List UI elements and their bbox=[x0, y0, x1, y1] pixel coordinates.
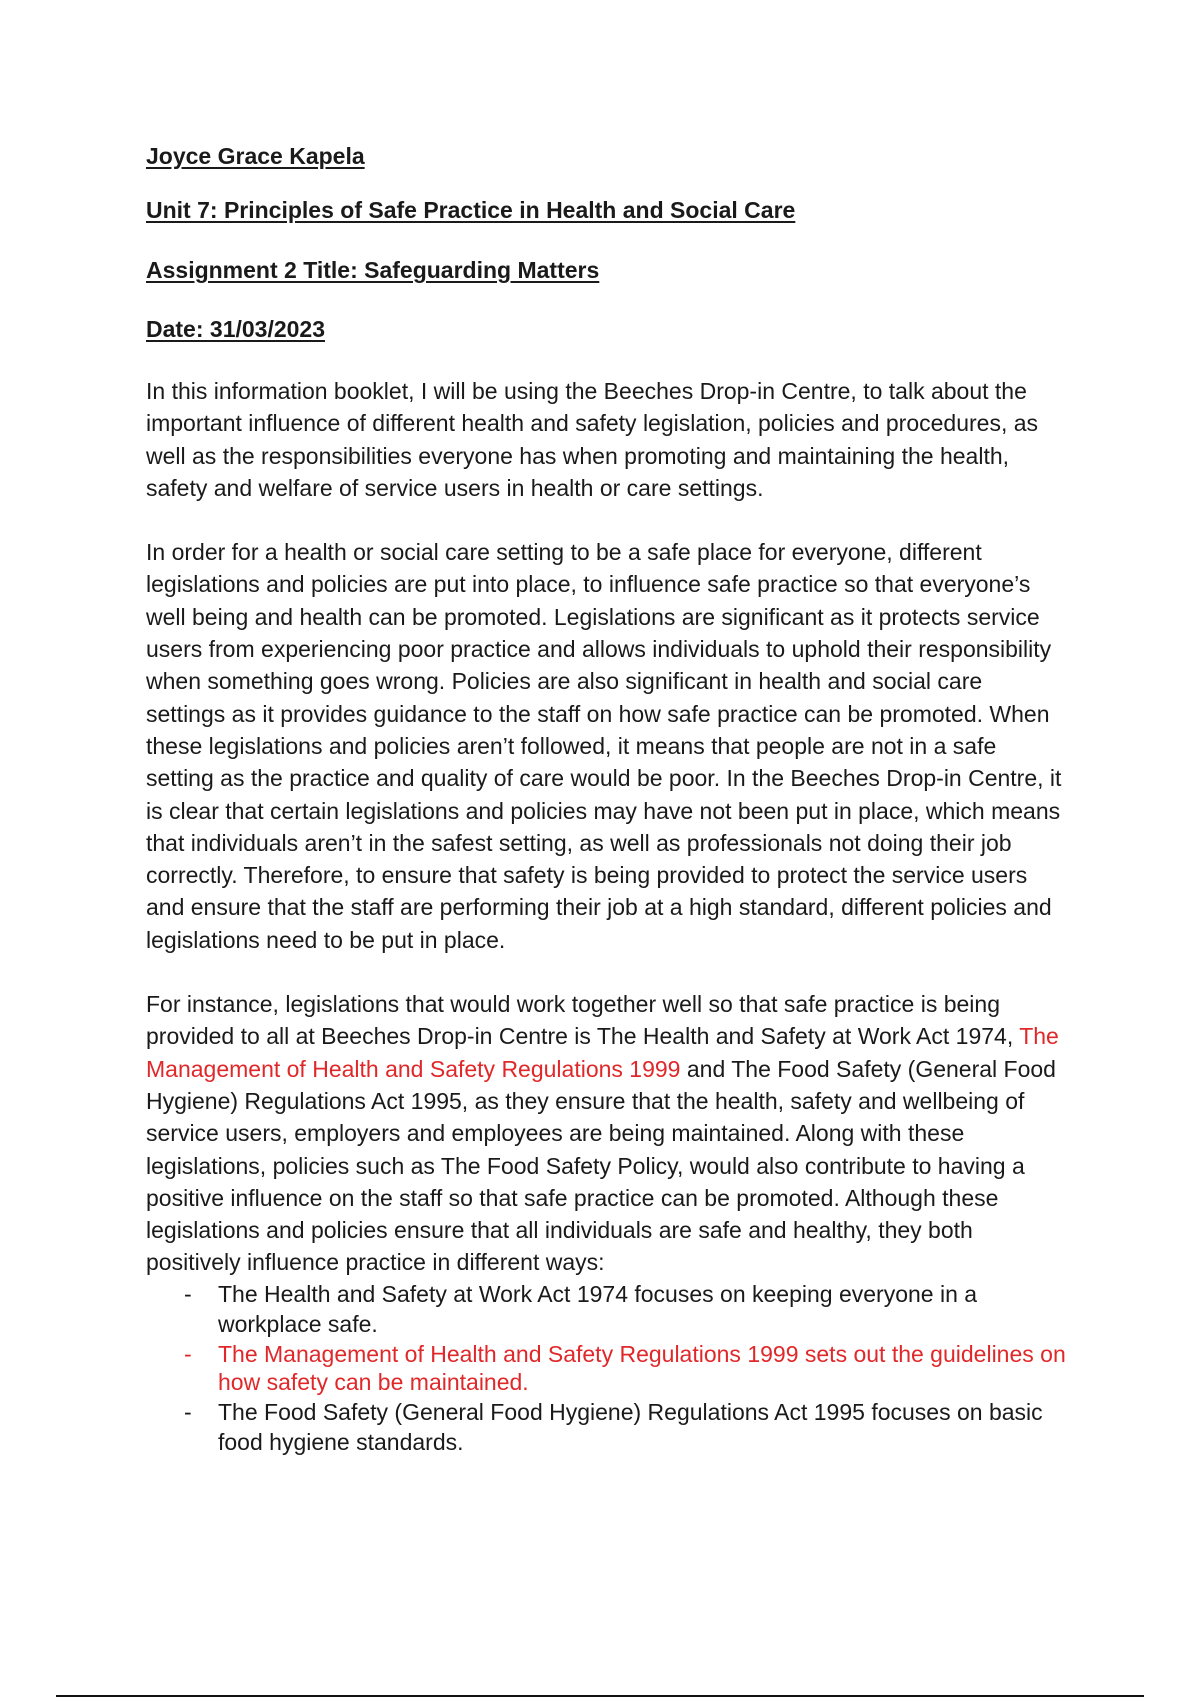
legislation-list bbox=[146, 1279, 1066, 1457]
list-item bbox=[146, 1397, 1066, 1457]
examples-paragraph bbox=[146, 988, 1066, 1279]
list-item bbox=[146, 1340, 1066, 1396]
document-page bbox=[146, 140, 1066, 1458]
date-heading: Date: 31/03/2023 bbox=[146, 316, 326, 342]
bullet-dash: - bbox=[184, 1340, 192, 1367]
page-bottom-divider bbox=[56, 1695, 1144, 1697]
list-item-text: The Food Safety (General Food Hygiene) Regulations Act 1995 focuses on basic food hygiene standards. bbox=[218, 1398, 1043, 1455]
list-item bbox=[146, 1279, 1066, 1339]
assignment-title: Assignment 2 Title: Safeguarding Matters bbox=[146, 257, 600, 283]
legislation-paragraph: In order for a health or social care setting to be a safe place for everyone, different legislations and policies are put into place, to influence safe practice so that everyone’s well being and health can be promoted. Legislations are significant as it protects service users from experiencing poor practice and allows individuals to uphold their responsibility when something goes wrong. Policies are also significant in health and social care settings as it provides guidance to the staff on how safe practice can be promoted. When these legislations and policies aren’t followed, it means that people are not in a safe setting as the practice and quality of care would be poor. In the Beeches Drop-in Centre, it is clear that certain legislations and policies may have not been put in place, which means that individuals aren’t in the safest setting, as well as professionals not doing their job correctly. Therefore, to ensure that safety is being provided to protect the service users and ensure that the staff are performing their job at a high standard, different policies and legislations need to be put in place. bbox=[146, 539, 1062, 953]
bullet-dash: - bbox=[184, 1398, 192, 1425]
examples-text-part1: For instance, legislations that would work together well so that safe practice is being provided to all at Beeches Drop-in Centre is The Health and Safety at Work Act 1974, bbox=[146, 991, 1020, 1050]
list-item-text: The Management of Health and Safety Regulations 1999 sets out the guidelines on how safety can be maintained. bbox=[218, 1340, 1066, 1395]
examples-text-part2: and The Food Safety (General Food Hygiene) Regulations Act 1995, as they ensure that the health, safety and wellbeing of service users, employers and employees are being maintained. Along with these legislations, policies such as The Food Safety Policy, would also contribute to having a positive influence on the staff so that safe practice can be promoted. Although these legislations and policies ensure that all individuals are safe and healthy, they both positively influence practice in different ways: bbox=[146, 1055, 1056, 1276]
bullet-dash: - bbox=[184, 1280, 192, 1307]
highlighted-regulation: The Management of Health and Safety Regulations 1999 bbox=[146, 1023, 1059, 1082]
list-item-text: The Health and Safety at Work Act 1974 focuses on keeping everyone in a workplace safe. bbox=[218, 1280, 978, 1337]
unit-title: Unit 7: Principles of Safe Practice in Health and Social Care bbox=[146, 197, 796, 223]
intro-paragraph: In this information booklet, I will be using the Beeches Drop-in Centre, to talk about the important influence of different health and safety legislation, policies and procedures, as well as the responsibilities everyone has when promoting and maintaining the health, safety and welfare of service users in health or care settings. bbox=[146, 378, 1039, 501]
author-name: Joyce Grace Kapela bbox=[146, 143, 365, 169]
